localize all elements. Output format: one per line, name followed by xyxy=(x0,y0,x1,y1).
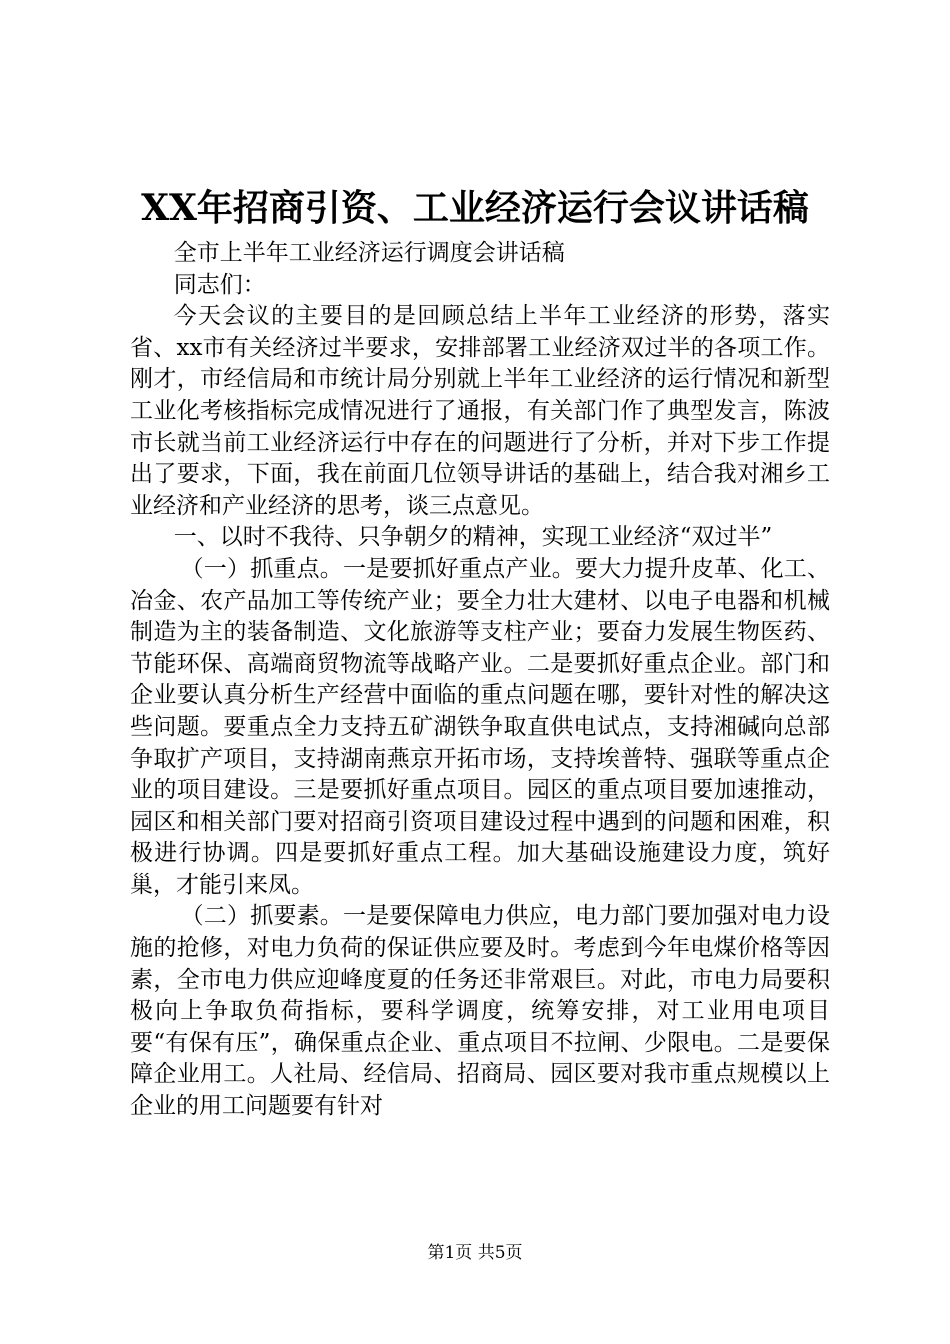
document-body xyxy=(130,238,830,1123)
paragraph-salutation: 同志们： xyxy=(173,271,266,298)
paragraph-key-points: （一）抓重点。一是要抓好重点产业。要大力提升皮革、化工、冶金、农产品加工等传统产业；要全力壮大建材、以电子电器和机械制造为主的装备制造、文化旅游等支柱产业；要奋力发展生物医药、节能环保、高端商贸物流等战略产业。二是要抓好重点企业。部门和企业要认真分析生产经营中面临的重点问题在哪，要针对性的解决这些问题。要重点全力支持五矿湖铁争取直供电试点，支持湘碱向总部争取扩产项目，支持湖南燕京开拓市场，支持埃普特、强联等重点企业的项目建设。三是要抓好重点项目。园区的重点项目要加速推动，园区和相关部门要对招商引资项目建设过程中遇到的问题和困难，积极进行协调。四是要抓好重点工程。加大基础设施建设力度，筑好巢，才能引来凤。 xyxy=(130,555,830,898)
page-footer: 第1页 共5页 xyxy=(427,1243,523,1263)
document-title: XX年招商引资、工业经济运行会议讲话稿 xyxy=(141,187,809,229)
paragraph-subtitle: 全市上半年工业经济运行调度会讲话稿 xyxy=(173,240,565,266)
paragraph-intro: 今天会议的主要目的是回顾总结上半年工业经济的形势，落实省、xx市有关经济过半要求，安排部署工业经济双过半的各项工作。刚才，市经信局和市统计局分别就上半年工业经济的运行情况和新型工业化考核指标完成情况进行了通报，有关部门作了典型发言，陈波市长就当前工业经济运行中存在的问题进行了分析，并对下步工作提出了要求，下面，我在前面几位领导讲话的基础上，结合我对湘乡工业经济和产业经济的思考，谈三点意见。 xyxy=(130,303,830,519)
paragraph-factors: （二）抓要素。一是要保障电力供应，电力部门要加强对电力设施的抢修，对电力负荷的保证供应要及时。考虑到今年电煤价格等因素，全市电力供应迎峰度夏的任务还非常艰巨。对此，市电力局要积极向上争取负荷指标，要科学调度，统筹安排，对工业用电项目要“有保有压”，确保重点企业、重点项目不拉闸、少限电。二是要保障企业用工。人社局、经信局、招商局、园区要对我市重点规模以上企业的用工问题要有针对 xyxy=(130,903,830,1120)
section-heading: 一、以时不我待、只争朝夕的精神，实现工业经济“双过半” xyxy=(173,524,773,551)
